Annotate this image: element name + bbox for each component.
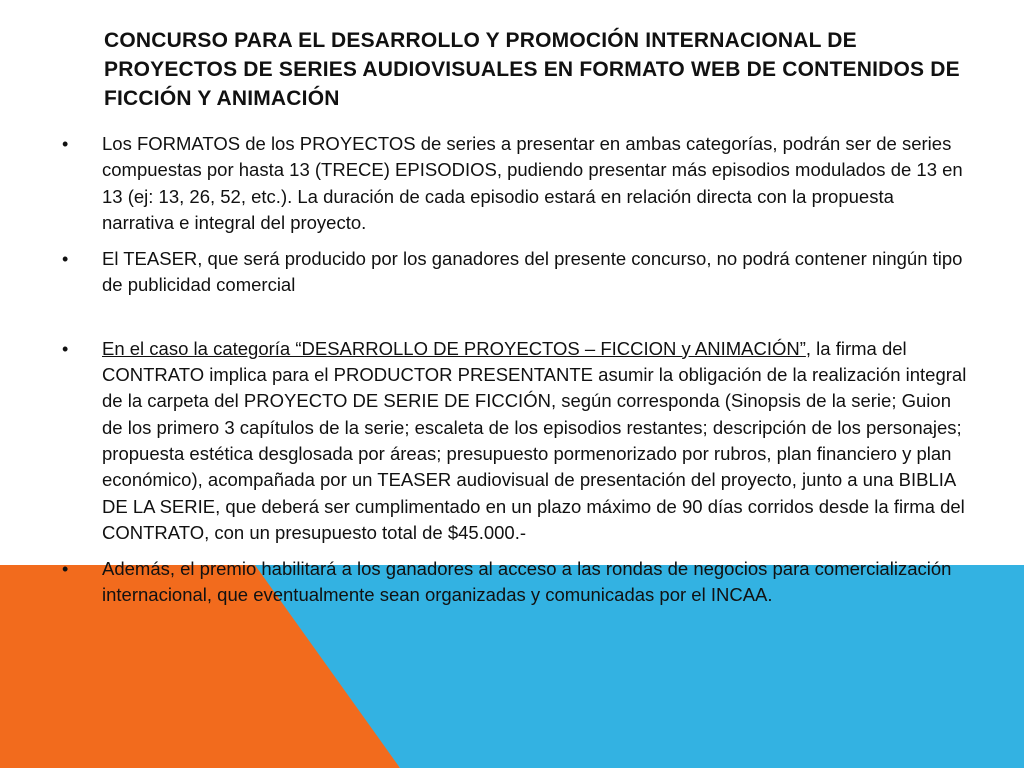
bullet-text-formatos: Los FORMATOS de los PROYECTOS de series a presentar en ambas categorías, podrán ser de series compuestas por hasta 13 (TRECE) EPISODIOS, pudiendo presentar más episodios modulados de 13 en 13 (ej: 13, 26, 52, etc.). La duración de cada episodio estará en relación directa con la propuesta narrativa e integral del proyecto. xyxy=(102,133,963,233)
bullet-item-formatos xyxy=(62,131,967,236)
bullet-icon: • xyxy=(62,249,69,270)
bullet-text-premio: Además, el premio habilitará a los ganadores al acceso a las rondas de negocios para comercialización internacional, que eventualmente sean organizadas y comunicadas por el INCAA. xyxy=(102,558,952,606)
bullet-list xyxy=(62,131,967,609)
bullet-icon: • xyxy=(62,134,69,154)
bullet-icon: • xyxy=(62,338,69,359)
bullet-text-teaser: El TEASER, que será producido por los ganadores del presente concurso, no podrá contener ningún tipo de publicidad comercial xyxy=(102,248,963,296)
category-heading: En el caso la categoría “DESARROLLO DE PROYECTOS – FICCION y ANIMACIÓN” xyxy=(102,337,806,359)
bullet-icon: • xyxy=(62,559,69,580)
bullet-item-premio xyxy=(62,556,967,609)
slide-title: CONCURSO PARA EL DESARROLLO Y PROMOCIÓN INTERNACIONAL DE PROYECTOS DE SERIES AUDIOVISUALES EN FORMATO WEB DE CONTENIDOS DE FICCIÓN Y ANIMACIÓN xyxy=(104,29,960,110)
bullet-item-teaser xyxy=(62,246,967,299)
bullet-text-desarrollo: , la firma del CONTRATO implica para el PRODUCTOR PRESENTANTE asumir la obligación de la realización integral de la carpeta del PROYECTO DE SERIE DE FICCIÓN, según corresponda (Sinopsis de la serie; Guion de los primero 3 capítulos de la serie; escaleta de los episodios restantes; descripción de los personajes; propuesta estética desglosada por áreas; presupuesto pormenorizado por rubros, plan financiero y plan económico), acompañada por un TEASER audiovisual de presentación del proyecto, junto a una BIBLIA DE LA SERIE, que deberá ser cumplimentado en un plazo máximo de 90 días corridos desde la firma del CONTRATO, con un presupuesto total de $45.000.- xyxy=(102,337,967,543)
bullet-item-desarrollo xyxy=(62,336,967,546)
